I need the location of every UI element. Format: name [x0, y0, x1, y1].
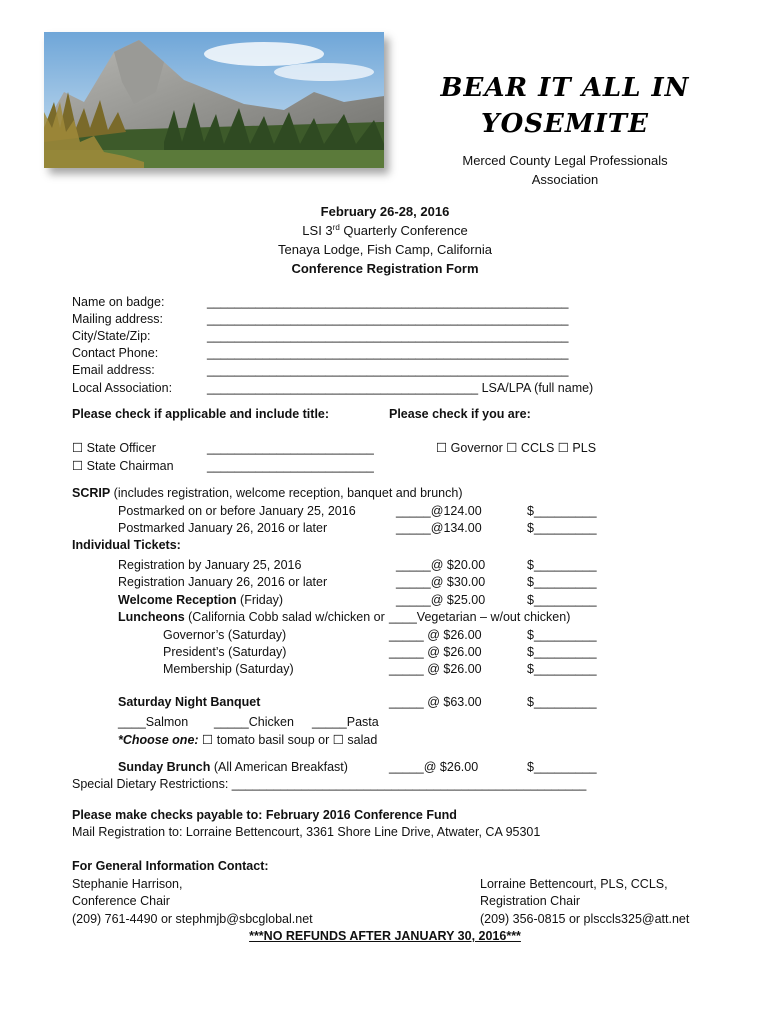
- field-label-phone: Contact Phone:: [72, 346, 159, 360]
- banquet-choice-chicken[interactable]: _____Chicken: [214, 715, 294, 729]
- yosemite-photo: [44, 32, 384, 168]
- titles-heading: Please check if applicable and include title:: [72, 407, 330, 421]
- scrip-late-qty[interactable]: _____@134.00: [396, 521, 482, 535]
- field-line-phone[interactable]: ____________________________________________________: [207, 346, 569, 360]
- welcome-reception-amount[interactable]: $_________: [527, 593, 597, 607]
- state-officer-title-line[interactable]: ________________________: [207, 441, 374, 455]
- scrip-early-amount[interactable]: $_________: [527, 504, 597, 518]
- conference-name: LSI 3rd Quarterly Conference: [302, 223, 468, 238]
- field-line-mailing[interactable]: ____________________________________________________: [207, 312, 569, 326]
- luncheons-desc: Luncheons (California Cobb salad w/chicken or: [118, 610, 385, 624]
- brunch-desc: Sunday Brunch (All American Breakfast): [118, 760, 348, 774]
- field-line-association[interactable]: _______________________________________ LSA/LPA (full name): [207, 381, 594, 395]
- member-type-checkboxes[interactable]: ☐ Governor ☐ CCLS ☐ PLS: [436, 441, 597, 455]
- banquet-desc: Saturday Night Banquet: [118, 695, 261, 709]
- scrip-late-desc: Postmarked January 26, 2016 or later: [118, 521, 328, 535]
- registration-early-qty[interactable]: _____@ $20.00: [396, 558, 486, 572]
- dietary-restrictions-field[interactable]: Special Dietary Restrictions: ___________________________________________________: [72, 777, 587, 791]
- mail-registration-to: Mail Registration to: Lorraine Bettencourt, 3361 Shore Line Drive, Atwater, CA 95301: [72, 825, 541, 839]
- vegetarian-option[interactable]: ____Vegetarian – w/out chicken): [389, 610, 571, 624]
- state-chairman-checkbox[interactable]: ☐ State Chairman: [72, 459, 174, 473]
- scrip-early-desc: Postmarked on or before January 25, 2016: [118, 504, 356, 518]
- event-location: Tenaya Lodge, Fish Camp, California: [278, 242, 492, 257]
- event-dates: February 26-28, 2016: [320, 204, 450, 219]
- event-title: [420, 70, 710, 142]
- banquet-qty[interactable]: _____ @ $63.00: [389, 695, 482, 709]
- registration-late-desc: Registration January 26, 2016 or later: [118, 575, 328, 589]
- state-officer-checkbox[interactable]: ☐ State Officer: [72, 441, 156, 455]
- title-line-2: YOSEMITE: [481, 109, 649, 139]
- governors-lunch-desc: Governor’s (Saturday): [163, 628, 287, 642]
- registration-early-amount[interactable]: $_________: [527, 558, 597, 572]
- state-chairman-title-line[interactable]: ________________________: [207, 459, 374, 473]
- org-name-line-1: Merced County Legal Professionals: [462, 153, 668, 168]
- no-refunds-notice: ***NO REFUNDS AFTER JANUARY 30, 2016***: [249, 929, 521, 943]
- form-title: Conference Registration Form: [291, 261, 479, 276]
- membership-lunch-desc: Membership (Saturday): [163, 662, 294, 676]
- contact-left-phone-email[interactable]: (209) 761-4490 or stephmjb@sbcglobal.net: [72, 912, 313, 926]
- registration-late-amount[interactable]: $_________: [527, 575, 597, 589]
- org-name-line-2: Association: [531, 172, 599, 187]
- governors-lunch-amount[interactable]: $_________: [527, 628, 597, 642]
- payable-to: Please make checks payable to: February 2016 Conference Fund: [72, 808, 457, 822]
- membership-lunch-qty[interactable]: _____ @ $26.00: [389, 662, 482, 676]
- scrip-early-qty[interactable]: _____@124.00: [396, 504, 482, 518]
- governors-lunch-qty[interactable]: _____ @ $26.00: [389, 628, 482, 642]
- brunch-qty[interactable]: _____@ $26.00: [389, 760, 479, 774]
- contact-left-role: Conference Chair: [72, 894, 170, 908]
- welcome-reception-desc: Welcome Reception (Friday): [118, 593, 284, 607]
- scrip-heading: SCRIP (includes registration, welcome reception, banquet and brunch): [72, 486, 463, 500]
- banquet-choice-salmon[interactable]: ____Salmon: [118, 715, 189, 729]
- field-label-mailing: Mailing address:: [72, 312, 164, 326]
- contact-heading: For General Information Contact:: [72, 859, 269, 873]
- title-line-1: BEAR IT ALL IN: [440, 73, 690, 103]
- presidents-lunch-desc: President’s (Saturday): [163, 645, 287, 659]
- presidents-lunch-qty[interactable]: _____ @ $26.00: [389, 645, 482, 659]
- field-line-email[interactable]: ____________________________________________________: [207, 363, 569, 377]
- field-label-city: City/State/Zip:: [72, 329, 151, 343]
- brunch-amount[interactable]: $_________: [527, 760, 597, 774]
- field-label-email: Email address:: [72, 363, 155, 377]
- contact-right-phone-email[interactable]: (209) 356-0815 or plsccls325@att.net: [480, 912, 690, 926]
- registration-early-desc: Registration by January 25, 2016: [118, 558, 302, 572]
- field-line-name[interactable]: ____________________________________________________: [207, 295, 569, 309]
- contact-left-name: Stephanie Harrison,: [72, 877, 183, 891]
- membership-lunch-amount[interactable]: $_________: [527, 662, 597, 676]
- welcome-reception-qty[interactable]: _____@ $25.00: [396, 593, 486, 607]
- registration-late-qty[interactable]: _____@ $30.00: [396, 575, 486, 589]
- field-label-name: Name on badge:: [72, 295, 165, 309]
- member-type-heading: Please check if you are:: [389, 407, 531, 421]
- soup-salad-choice[interactable]: *Choose one: ☐ tomato basil soup or ☐ salad: [118, 733, 378, 747]
- individual-tickets-heading: Individual Tickets:: [72, 538, 181, 552]
- contact-right-name: Lorraine Bettencourt, PLS, CCLS,: [480, 877, 668, 891]
- banquet-amount[interactable]: $_________: [527, 695, 597, 709]
- banquet-choice-pasta[interactable]: _____Pasta: [312, 715, 379, 729]
- presidents-lunch-amount[interactable]: $_________: [527, 645, 597, 659]
- scrip-late-amount[interactable]: $_________: [527, 521, 597, 535]
- field-line-city[interactable]: ____________________________________________________: [207, 329, 569, 343]
- ordinal-suffix: rd: [332, 223, 340, 232]
- field-label-association: Local Association:: [72, 381, 173, 395]
- contact-right-role: Registration Chair: [480, 894, 581, 908]
